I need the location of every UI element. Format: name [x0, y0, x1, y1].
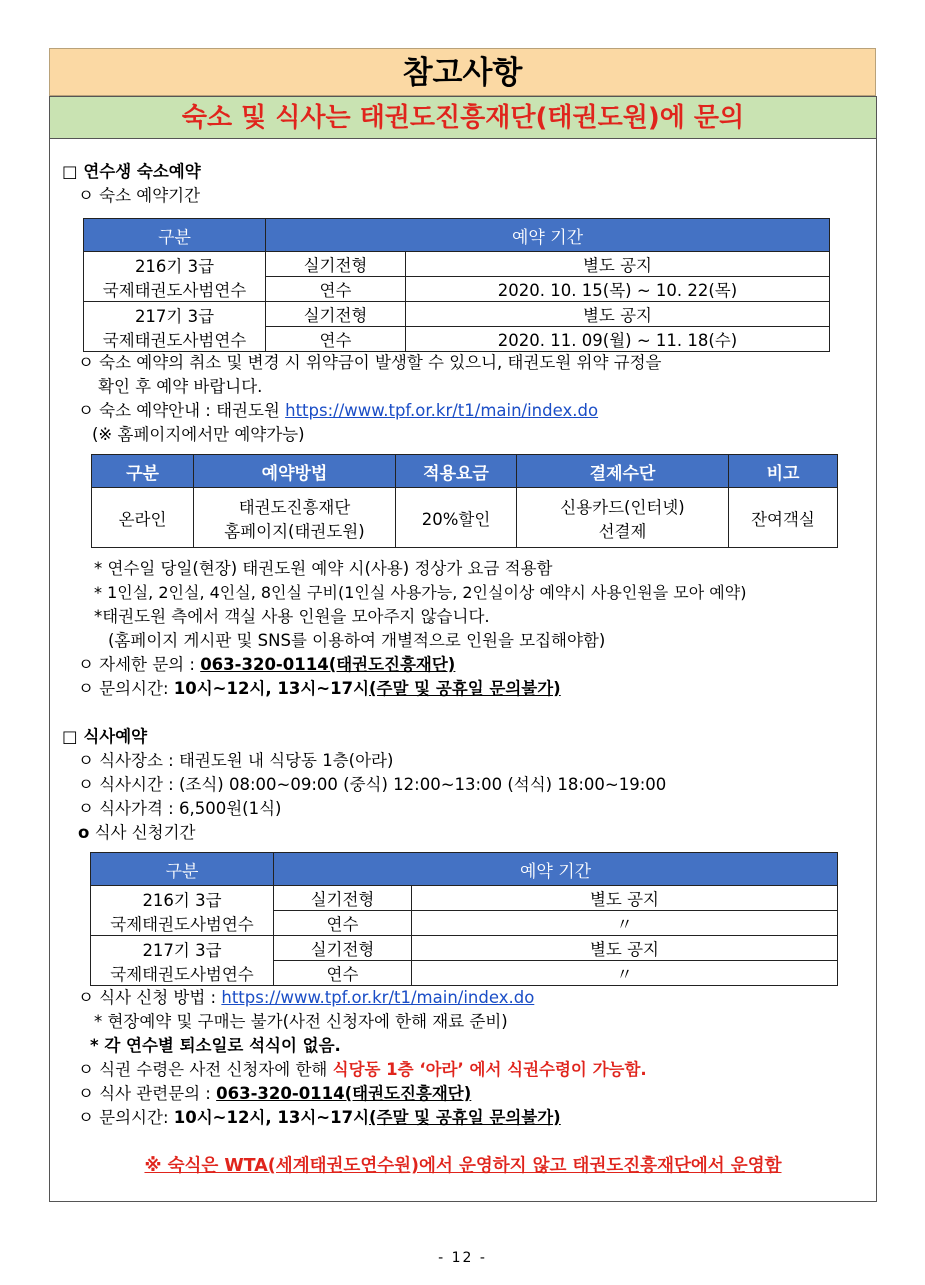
contact-phone: 063-320-0114(태권도진흥재단) — [200, 655, 456, 674]
lodging-contact — [78, 654, 455, 676]
table-cell-period: 2020. 11. 09(월) ~ 11. 18(수) — [406, 327, 830, 352]
table-cell-type: 실기전형 — [266, 302, 406, 327]
table-header-note: 비고 — [729, 455, 838, 488]
table-cell-period: 2020. 10. 15(목) ~ 10. 22(목) — [406, 277, 830, 302]
meal-place: ㅇ 식사장소 : 태권도원 내 식당동 1층(아라) — [78, 751, 394, 770]
table-cell-group — [84, 302, 266, 352]
table-cell-type: 연수 — [266, 327, 406, 352]
lodging-heading: □ 연수생 숙소예약 — [62, 162, 201, 181]
method-line: 홈페이지(태권도원) — [224, 521, 365, 541]
group-program: 국제태권도사범연수 — [110, 914, 254, 934]
method-line: 태권도진흥재단 — [238, 497, 351, 517]
meal-hours — [78, 1107, 561, 1129]
payment-line: 신용카드(인터넷) — [560, 497, 685, 517]
hours-value: 10시~12시, 13시~17시 — [173, 679, 370, 698]
lodging-period-table — [83, 218, 830, 352]
meal-time: ㅇ 식사시간 : (조식) 08:00~09:00 (중식) 12:00~13:00 (석식) 18:00~19:00 — [78, 775, 667, 794]
subtitle: 숙소 및 식사는 태권도진흥재단(태권도원)에 문의 — [50, 97, 876, 139]
group-name: 217기 3급 — [134, 306, 215, 326]
meal-price: ㅇ 식사가격 : 6,500원(1식) — [78, 799, 282, 818]
table-cell-method — [194, 488, 396, 548]
table-header-rate: 적용요금 — [396, 455, 517, 488]
table-cell-period: 〃 — [412, 961, 838, 986]
hours-label: ㅇ 문의시간: — [78, 679, 174, 698]
lodging-hours — [78, 678, 561, 700]
table-header-period: 예약 기간 — [274, 853, 838, 886]
ticket-info — [78, 1059, 647, 1081]
hours-note: (주말 및 공휴일 문의불가) — [369, 1108, 561, 1127]
meal-contact — [78, 1083, 471, 1105]
table-cell-type: 실기전형 — [274, 936, 412, 961]
page-title: 참고사항 — [49, 48, 876, 96]
table-header-period: 예약 기간 — [266, 219, 830, 252]
note-item: * 1인실, 2인실, 4인실, 8인실 구비(1인실 사용가능, 2인실이상 예약시 사용인원을 모아 예약) — [94, 583, 747, 602]
table-cell-group — [91, 886, 274, 936]
table-header-category: 구분 — [92, 455, 194, 488]
meal-period-text: 식사 신청기간 — [94, 823, 196, 842]
ticket-label: ㅇ 식권 수령은 사전 신청자에 한해 — [78, 1060, 333, 1079]
table-cell-note: 잔여객실 — [729, 488, 838, 548]
cancel-note: ㅇ 숙소 예약의 취소 및 변경 시 위약금이 발생할 수 있으니, 태권도원 위약 규정을 — [78, 353, 662, 372]
hours-label: ㅇ 문의시간: — [78, 1108, 174, 1127]
table-cell-type: 연수 — [266, 277, 406, 302]
contact-phone: 063-320-0114(태권도진흥재단) — [216, 1084, 472, 1103]
footer-notice: ※ 숙식은 WTA(세계태권도연수원)에서 운영하지 않고 태권도진흥재단에서 운영함 — [144, 1156, 782, 1176]
group-name: 216기 3급 — [142, 890, 222, 910]
hours-value: 10시~12시, 13시~17시 — [173, 1108, 370, 1127]
contact-label: ㅇ 자세한 문의 : — [78, 655, 201, 674]
table-header-payment: 결제수단 — [517, 455, 729, 488]
table-cell-type: 연수 — [274, 961, 412, 986]
table-header-category: 구분 — [91, 853, 274, 886]
meal-method — [78, 987, 534, 1009]
cancel-note-cont: 확인 후 예약 바랍니다. — [98, 377, 263, 396]
table-cell-period: 별도 공지 — [412, 886, 838, 911]
meal-period-label — [78, 822, 195, 844]
bullet-icon: o — [78, 823, 90, 842]
meal-period-table — [90, 852, 838, 986]
note-item: *태권도원 측에서 객실 사용 인원을 모아주지 않습니다. — [94, 607, 490, 626]
reservation-link[interactable]: https://www.tpf.or.kr/t1/main/index.do — [285, 401, 599, 420]
note-item: (홈페이지 게시판 및 SNS를 이용하여 개별적으로 인원을 모집해야함) — [108, 631, 606, 650]
hours-note: (주말 및 공휴일 문의불가) — [369, 679, 561, 698]
table-header-method: 예약방법 — [194, 455, 396, 488]
table-cell-type: 연수 — [274, 911, 412, 936]
table-cell-period: 별도 공지 — [406, 252, 830, 277]
table-cell-group — [84, 252, 266, 302]
table-cell-rate: 20%할인 — [396, 488, 517, 548]
meal-note: * 각 연수별 퇴소일로 석식이 없음. — [90, 1036, 341, 1055]
lodging-method-table — [91, 454, 838, 548]
meals-heading: □ 식사예약 — [62, 727, 148, 746]
table-cell-period: 별도 공지 — [406, 302, 830, 327]
payment-line: 선결제 — [598, 521, 647, 541]
group-name: 216기 3급 — [134, 256, 215, 276]
note-item: * 연수일 당일(현장) 태권도원 예약 시(사용) 정상가 요금 적용함 — [94, 559, 553, 578]
guide-note: (※ 홈페이지에서만 예약가능) — [92, 425, 305, 444]
page-number: - 12 - — [438, 1250, 487, 1266]
table-cell-period: 〃 — [412, 911, 838, 936]
table-cell-group — [91, 936, 274, 986]
contact-label: ㅇ 식사 관련문의 : — [78, 1084, 217, 1103]
table-cell-type: 온라인 — [92, 488, 194, 548]
table-cell-type: 실기전형 — [266, 252, 406, 277]
table-header-category: 구분 — [84, 219, 266, 252]
table-cell-type: 실기전형 — [274, 886, 412, 911]
content-box — [49, 96, 877, 1202]
table-cell-payment — [517, 488, 729, 548]
group-program: 국제태권도사범연수 — [102, 330, 247, 350]
lodging-guide — [78, 400, 598, 422]
meal-link[interactable]: https://www.tpf.or.kr/t1/main/index.do — [221, 988, 535, 1007]
table-cell-period: 별도 공지 — [412, 936, 838, 961]
ticket-location: 식당동 1층 ‘아라’ 에서 식권수령이 가능함. — [332, 1060, 647, 1079]
lodging-period-label: ㅇ 숙소 예약기간 — [78, 186, 201, 205]
meal-note: * 현장예약 및 구매는 불가(사전 신청자에 한해 재료 준비) — [94, 1012, 508, 1031]
group-program: 국제태권도사범연수 — [102, 280, 247, 300]
guide-label: ㅇ 숙소 예약안내 : 태권도원 — [78, 401, 286, 420]
group-name: 217기 3급 — [142, 940, 222, 960]
group-program: 국제태권도사범연수 — [110, 964, 254, 984]
method-label: ㅇ 식사 신청 방법 : — [78, 988, 222, 1007]
